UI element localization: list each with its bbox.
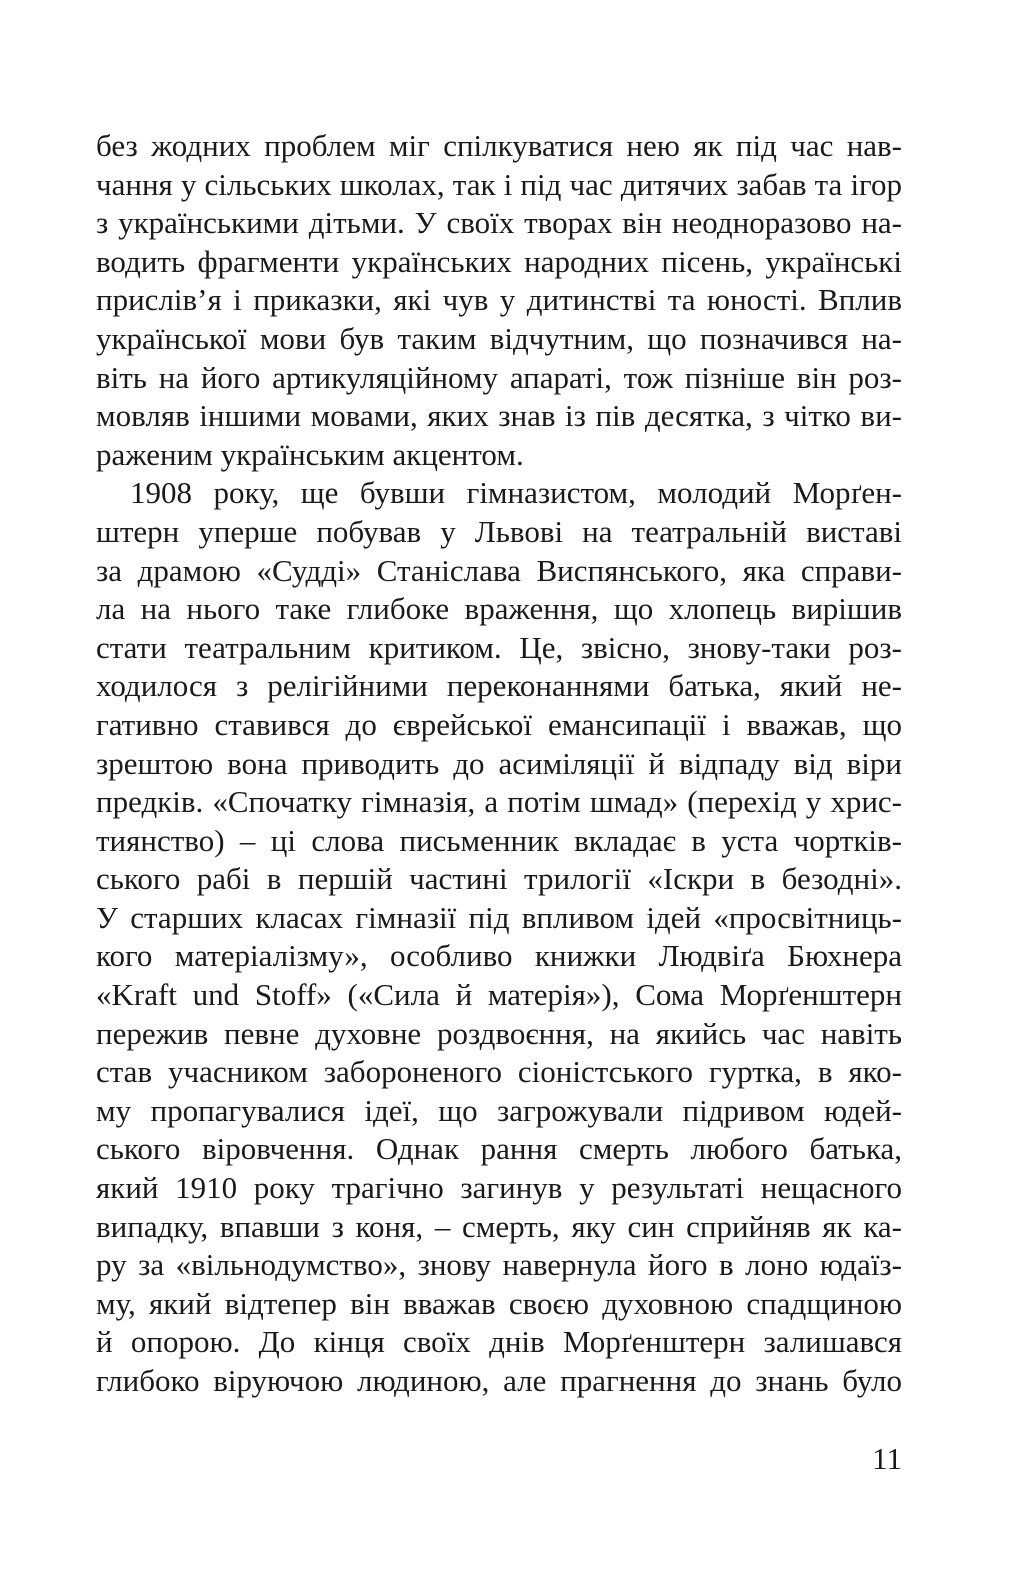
text-line: чання у сільських школах, так і під час дитячих забав та ігор [96, 166, 902, 202]
text-line: «Kraft und Stoff» («Сила й матерія»), Сома Морґенштерн [96, 977, 902, 1013]
text-line: кого матеріалізму», особливо книжки Людвіґа Бюхнера [96, 938, 902, 974]
text-line: української мови був таким відчутним, що позначився на- [96, 320, 902, 356]
text-line: за драмою «Судді» Станіслава Виспянського, яка справи- [96, 552, 902, 588]
text-line: штерн уперше побував у Львові на театральній виставі [96, 513, 902, 549]
text-line: стати театральним критиком. Це, звісно, знову-таки роз- [96, 629, 902, 665]
text-line: водить фрагменти українських народних пісень, українські [96, 243, 902, 279]
text-line: ла на нього таке глибоке враження, що хлопець вирішив [96, 591, 902, 627]
paragraph-first-line: 1908 року, ще бувши гімназистом, молодий Морґен- [130, 475, 902, 511]
text-line: У старших класах гімназії під впливом ідей «просвітниць- [96, 899, 902, 935]
text-line: й опорою. До кінця своїх днів Морґенштерн залишався [96, 1324, 902, 1360]
page-number: 11 [872, 1441, 902, 1476]
text-line: без жодних проблем міг спілкуватися нею як під час нав- [96, 128, 902, 163]
text-line: ського віровчення. Однак рання смерть любого батька, [96, 1131, 902, 1167]
text-line: мовляв іншими мовами, яких знав із пів десятка, з чітко ви- [96, 398, 902, 434]
body-text [96, 127, 902, 1401]
text-line: ходилося з релігійними переконаннями батька, який не- [96, 668, 902, 704]
text-line: гативно ставився до єврейської емансипації і вважав, що [96, 706, 902, 742]
text-line: ського рабі в першій частині трилогії «Іскри в безодні». [96, 861, 902, 897]
text-line: став учасником забороненого сіоністського гуртка, в яко- [96, 1054, 902, 1090]
text-line: з українськими дітьми. У своїх творах він неодноразово на- [96, 205, 902, 241]
text-line: глибоко віруючою людиною, але прагнення до знань було [96, 1363, 902, 1398]
text-line: зрештою вона приводить до асиміляції й відпаду від віри [96, 745, 902, 781]
text-line: випадку, впавши з коня, – смерть, яку син сприйняв як ка- [96, 1208, 902, 1244]
text-line: пережив певне духовне роздвоєння, на якийсь час навіть [96, 1015, 902, 1051]
text-line: му пропагувалися ідеї, що загрожували підривом юдей- [96, 1092, 902, 1128]
text-line: раженим українським акцентом. [96, 436, 524, 472]
text-line: прислів’я і приказки, які чув у дитинстві та юності. Вплив [96, 282, 902, 318]
text-line: ру за «вільнодумство», знову навернула його в лоно юдаїз- [96, 1247, 902, 1283]
text-line: віть на його артикуляційному апараті, тож пізніше він роз- [96, 359, 902, 395]
text-line: тиянство) – ці слова письменник вкладає в уста чортків- [96, 822, 902, 858]
text-line: му, який відтепер він вважав своєю духовною спадщиною [96, 1285, 902, 1321]
text-line: який 1910 року трагічно загинув у результаті нещасного [96, 1170, 902, 1206]
text-line: предків. «Спочатку гімназія, а потім шмад» (перехід у хрис- [96, 784, 902, 820]
